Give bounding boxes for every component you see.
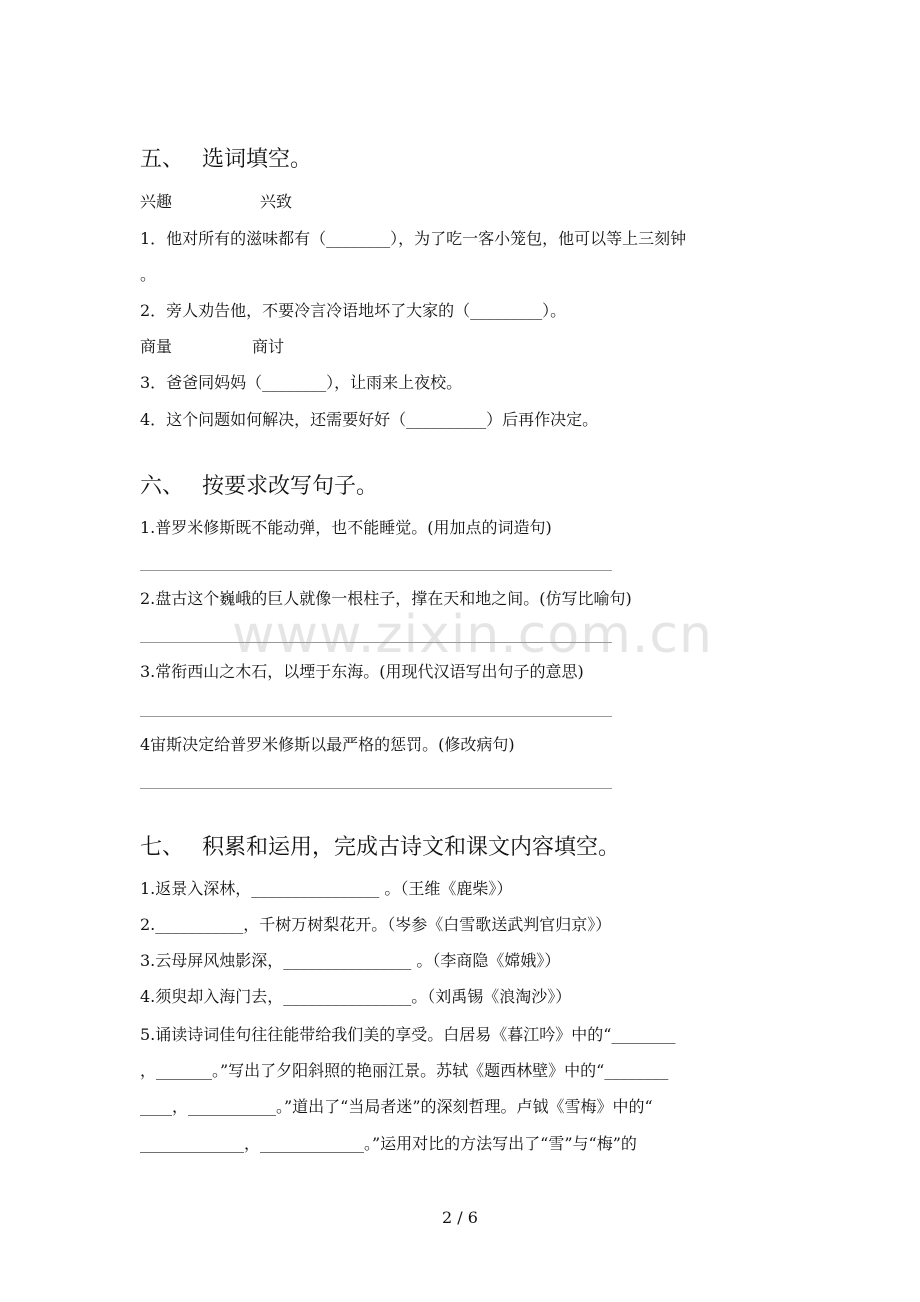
word-choices-a: [140, 192, 292, 212]
answer-line: [140, 716, 612, 717]
rewrite-item-4: 4宙斯决定给普罗米修斯以最严格的惩罚。(修改病句): [140, 735, 515, 754]
section-5-heading: [140, 146, 312, 174]
poem-item-2: 2.___________，千树万树梨花开。（岑参《白雪歌送武判官归京》）: [140, 915, 612, 934]
answer-line: [140, 642, 612, 643]
section-6-heading: [140, 473, 378, 501]
word-choice: 商讨: [252, 337, 285, 356]
page-number: 2 / 6: [442, 1208, 478, 1227]
poem-item-5-line-1: 5.诵读诗词佳句往往能带给我们美的享受。白居易《暮江吟》中的“________: [140, 1025, 676, 1044]
question-1: 1．他对所有的滋味都有（________），为了吃一客小笼包，他可以等上三刻钟: [140, 229, 687, 248]
section-6-number: 六、: [140, 474, 185, 499]
question-2: 2．旁人劝告他，不要冷言冷语地坏了大家的（_________）。: [140, 301, 567, 320]
poem-item-3: 3.云母屏风烛影深，________________ 。（李商隐《嫦娥》）: [140, 951, 561, 970]
section-5-number: 五、: [140, 147, 185, 172]
word-choices-b: [140, 337, 284, 357]
poem-item-1: 1.返景入深林，________________ 。（王维《鹿柴》）: [140, 879, 513, 898]
section-6-title: 按要求改写句子。: [202, 474, 379, 499]
section-7-number: 七、: [140, 835, 185, 860]
poem-item-5-line-2: ，_______。”写出了夕阳斜照的艳丽江景。苏轼《题西林壁》中的“________: [140, 1061, 669, 1080]
word-choice: 兴趣: [140, 192, 173, 211]
rewrite-item-1: 1.普罗米修斯既不能动弹，也不能睡觉。(用加点的词造句): [140, 518, 552, 537]
poem-item-5-line-3: ____，___________。”道出了“当局者迷”的深刻哲理。卢钺《雪梅》中的“: [140, 1097, 653, 1116]
poem-item-4: 4.须臾却入海门去，________________。（刘禹锡《浪淘沙》）: [140, 987, 572, 1006]
rewrite-item-2: 2.盘古这个巍峨的巨人就像一根柱子，撑在天和地之间。(仿写比喻句): [140, 589, 632, 608]
section-5-title: 选词填空。: [202, 147, 313, 172]
answer-line: [140, 788, 612, 789]
section-7-heading: [140, 834, 620, 862]
watermark: www.zixin.com.cn: [232, 605, 713, 665]
question-1-continued: 。: [140, 265, 157, 284]
word-choice: 商量: [140, 337, 173, 356]
section-7-title: 积累和运用，完成古诗文和课文内容填空。: [202, 835, 621, 860]
rewrite-item-3: 3.常衔西山之木石，以堙于东海。(用现代汉语写出句子的意思): [140, 662, 584, 681]
question-4: 4．这个问题如何解决，还需要好好（__________）后再作决定。: [140, 410, 599, 429]
answer-line: [140, 570, 612, 571]
question-3: 3．爸爸同妈妈（________），让雨来上夜校。: [140, 373, 463, 392]
poem-item-5-line-4: _____________，_____________。”运用对比的方法写出了“雪”与“梅”的: [140, 1134, 637, 1153]
word-choice: 兴致: [260, 192, 293, 211]
